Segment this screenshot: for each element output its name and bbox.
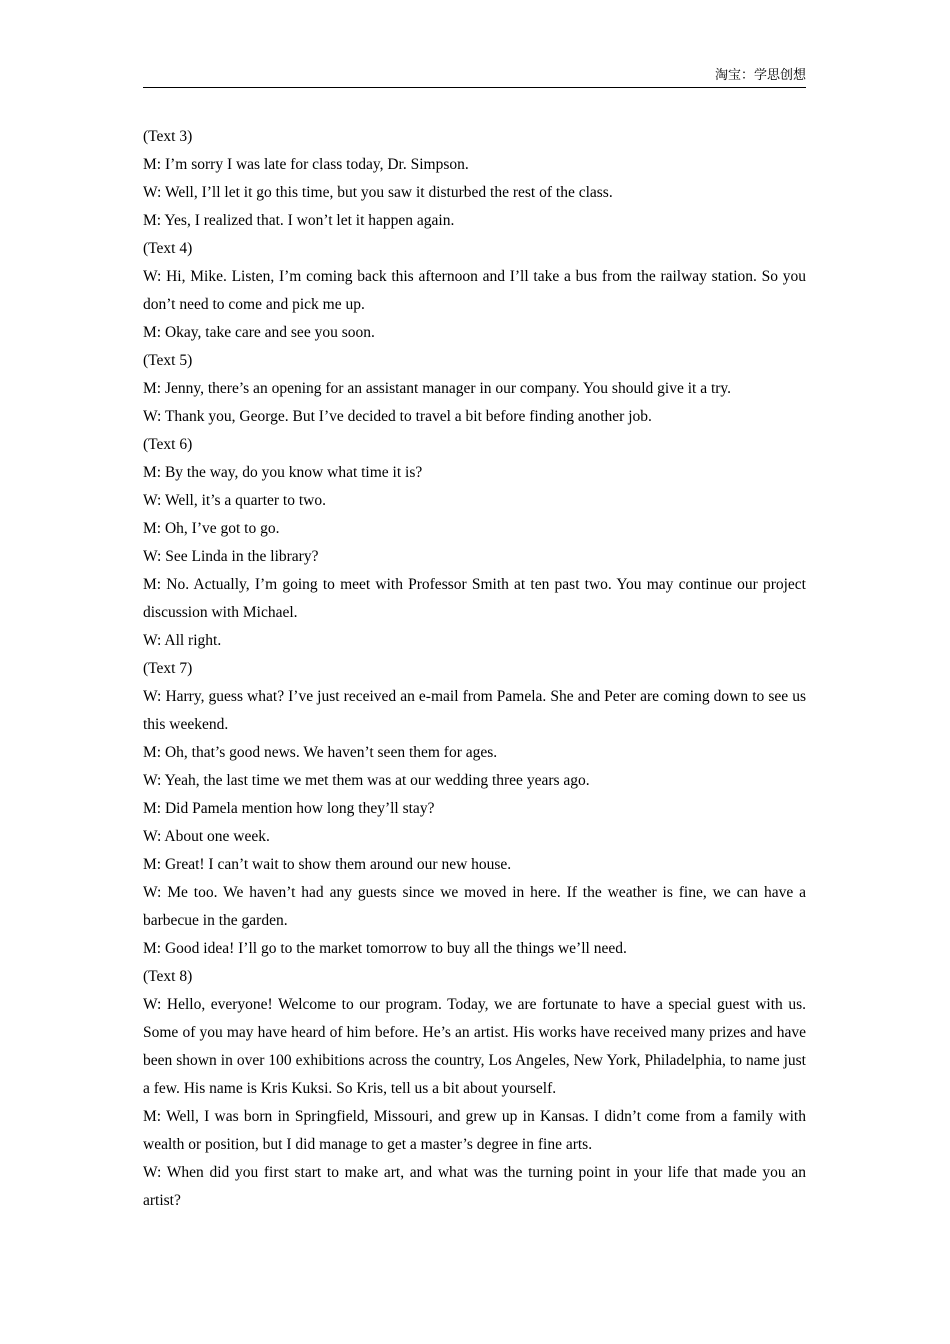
dialogue-line: M: Good idea! I’ll go to the market tomorrow to buy all the things we’ll need. xyxy=(143,940,627,957)
dialogue-line: M: Well, I was born in Springfield, Missouri, and grew up in Kansas. I didn’t come from a family with wealth or position, but I did manage to get a master’s degree in fine arts. xyxy=(143,1108,806,1153)
dialogue-line: M: Okay, take care and see you soon. xyxy=(143,324,375,341)
dialogue-line: M: Jenny, there’s an opening for an assistant manager in our company. You should give it a try. xyxy=(143,380,732,397)
header-text: 淘宝：学思创想 xyxy=(714,68,806,83)
transcript-body xyxy=(143,123,806,1215)
dialogue-line: W: Yeah, the last time we met them was at our wedding three years ago. xyxy=(143,772,590,789)
section-label-text-5: (Text 5) xyxy=(143,352,193,369)
section-label-text-7: (Text 7) xyxy=(143,660,193,677)
dialogue-line: W: Me too. We haven’t had any guests since we moved in here. If the weather is fine, we can have a barbecue in the garden. xyxy=(143,884,806,929)
section-label-text-8: (Text 8) xyxy=(143,968,193,985)
dialogue-line: M: Oh, I’ve got to go. xyxy=(143,520,280,537)
dialogue-line: W: Hi, Mike. Listen, I’m coming back this afternoon and I’ll take a bus from the railway station. So you don’t need to come and pick me up. xyxy=(143,268,806,313)
dialogue-line: M: No. Actually, I’m going to meet with Professor Smith at ten past two. You may continue our project discussion with Michael. xyxy=(143,576,806,621)
section-label-text-3: (Text 3) xyxy=(143,128,193,145)
dialogue-line: W: About one week. xyxy=(143,828,270,845)
section-label-text-4: (Text 4) xyxy=(143,240,193,257)
dialogue-line: M: I’m sorry I was late for class today, Dr. Simpson. xyxy=(143,156,469,173)
dialogue-line: W: When did you first start to make art, and what was the turning point in your life that made you an artist? xyxy=(143,1164,806,1209)
dialogue-line: W: Well, I’ll let it go this time, but you saw it disturbed the rest of the class. xyxy=(143,184,613,201)
dialogue-line: M: Great! I can’t wait to show them around our new house. xyxy=(143,856,512,873)
dialogue-line: W: All right. xyxy=(143,632,222,649)
dialogue-line: W: Hello, everyone! Welcome to our program. Today, we are fortunate to have a special guest with us. Some of you may have heard of him before. He’s an artist. His works have received many prizes and have been shown in over 100 exhibitions across the country, Los Angeles, New York, Philadelphia, to name just a few. His name is Kris Kuksi. So Kris, tell us a bit about yourself. xyxy=(143,996,806,1097)
dialogue-line: M: Yes, I realized that. I won’t let it happen again. xyxy=(143,212,455,229)
dialogue-line: W: Harry, guess what? I’ve just received an e-mail from Pamela. She and Peter are coming down to see us this weekend. xyxy=(143,688,806,733)
dialogue-line: W: Thank you, George. But I’ve decided to travel a bit before finding another job. xyxy=(143,408,652,425)
dialogue-line: M: Oh, that’s good news. We haven’t seen them for ages. xyxy=(143,744,498,761)
page-header xyxy=(143,66,806,88)
dialogue-line: W: Well, it’s a quarter to two. xyxy=(143,492,326,509)
dialogue-line: W: See Linda in the library? xyxy=(143,548,319,565)
dialogue-line: M: By the way, do you know what time it is? xyxy=(143,464,423,481)
section-label-text-6: (Text 6) xyxy=(143,436,193,453)
dialogue-line: M: Did Pamela mention how long they’ll stay? xyxy=(143,800,435,817)
